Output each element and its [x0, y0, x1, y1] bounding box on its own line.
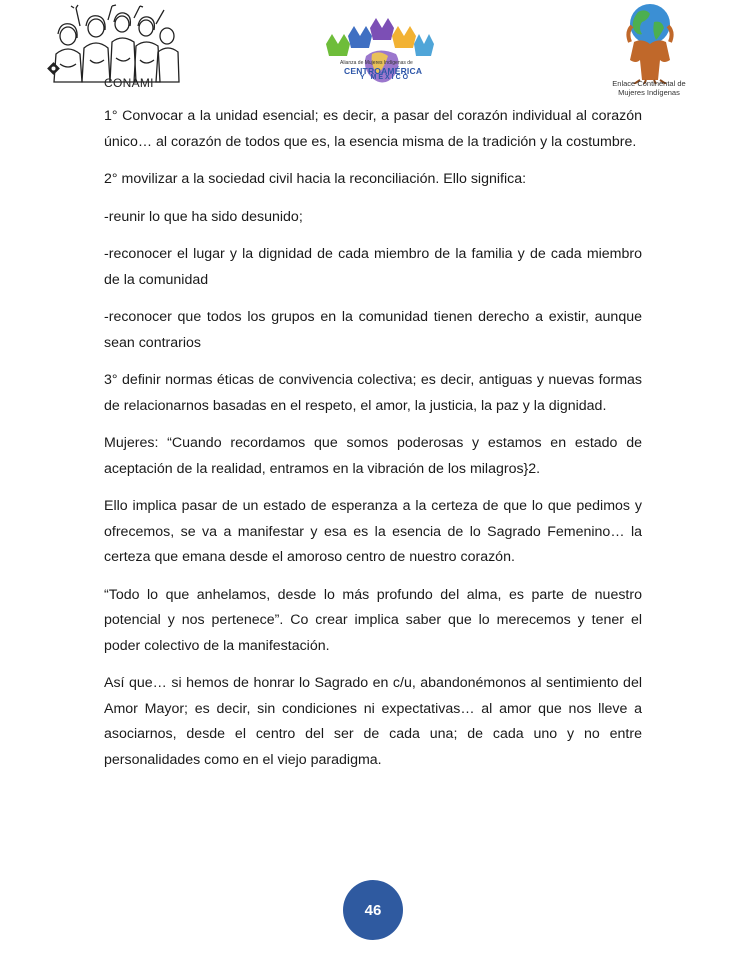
alianza-small-text: Alianza de Mujeres Indígenas de	[340, 60, 413, 66]
alianza-hands-logo	[322, 16, 438, 102]
page-number-badge: 46	[343, 880, 403, 940]
paragraph: “Todo lo que anhelamos, desde lo más profundo del alma, es parte de nuestro potencial y nos pertenece”. Co crear implica saber que lo merecemos y tener el poder colectivo de la manifestación.	[104, 586, 642, 654]
paragraph: 3° definir normas éticas de convivencia colectiva; es decir, antiguas y nuevas formas de relacionarnos basadas en el respeto, el amor, la justicia, la paz y la dignidad.	[104, 372, 642, 414]
paragraph: -reconocer que todos los grupos en la comunidad tienen derecho a existir, aunque sean contrarios	[104, 309, 642, 351]
paragraph: Ello implica pasar de un estado de esperanza a la certeza de que lo que pedimos y ofrecemos, se va a manifestar y esa es la esencia de lo Sagrado Femenino… la certeza que emana desde el amoroso centro de nuestro corazón.	[104, 498, 642, 565]
paragraph: 1° Convocar a la unidad esencial; es decir, a pasar del corazón individual al corazón único… al corazón de todos que es, la esencia misma de la tradición y la costumbre.	[104, 108, 642, 150]
paragraph: -reconocer el lugar y la dignidad de cada miembro de la familia y de cada miembro de la comunidad	[104, 246, 642, 288]
page-header	[0, 0, 746, 108]
enlace-globe-logo	[612, 2, 688, 84]
document-body	[104, 104, 642, 785]
paragraph: Así que… si hemos de honrar lo Sagrado en c/u, abandonémonos al sentimiento del Amor Mayor; es decir, sin condiciones ni expectativas… al amor que nos lleve a asociarnos, desde el centro del ser de cada una; de cada uno y no entre personalidades como en el viejo paradigma.	[104, 675, 642, 768]
enlace-caption: Enlace Continental de Mujeres Indígenas	[612, 79, 686, 97]
alianza-main-text: CENTROAMÉRICA	[344, 66, 423, 76]
conami-label: CONAMI	[104, 76, 154, 90]
alianza-sub-text: Y MÉXICO	[360, 74, 411, 81]
paragraph: -reunir lo que ha sido desunido;	[104, 208, 303, 225]
paragraph: Mujeres: “Cuando recordamos que somos poderosas y estamos en estado de aceptación de la realidad, entramos en la vibración de los milagros}2.	[104, 435, 642, 477]
paragraph: 2° movilizar a la sociedad civil hacia la reconciliación. Ello significa:	[104, 171, 527, 187]
